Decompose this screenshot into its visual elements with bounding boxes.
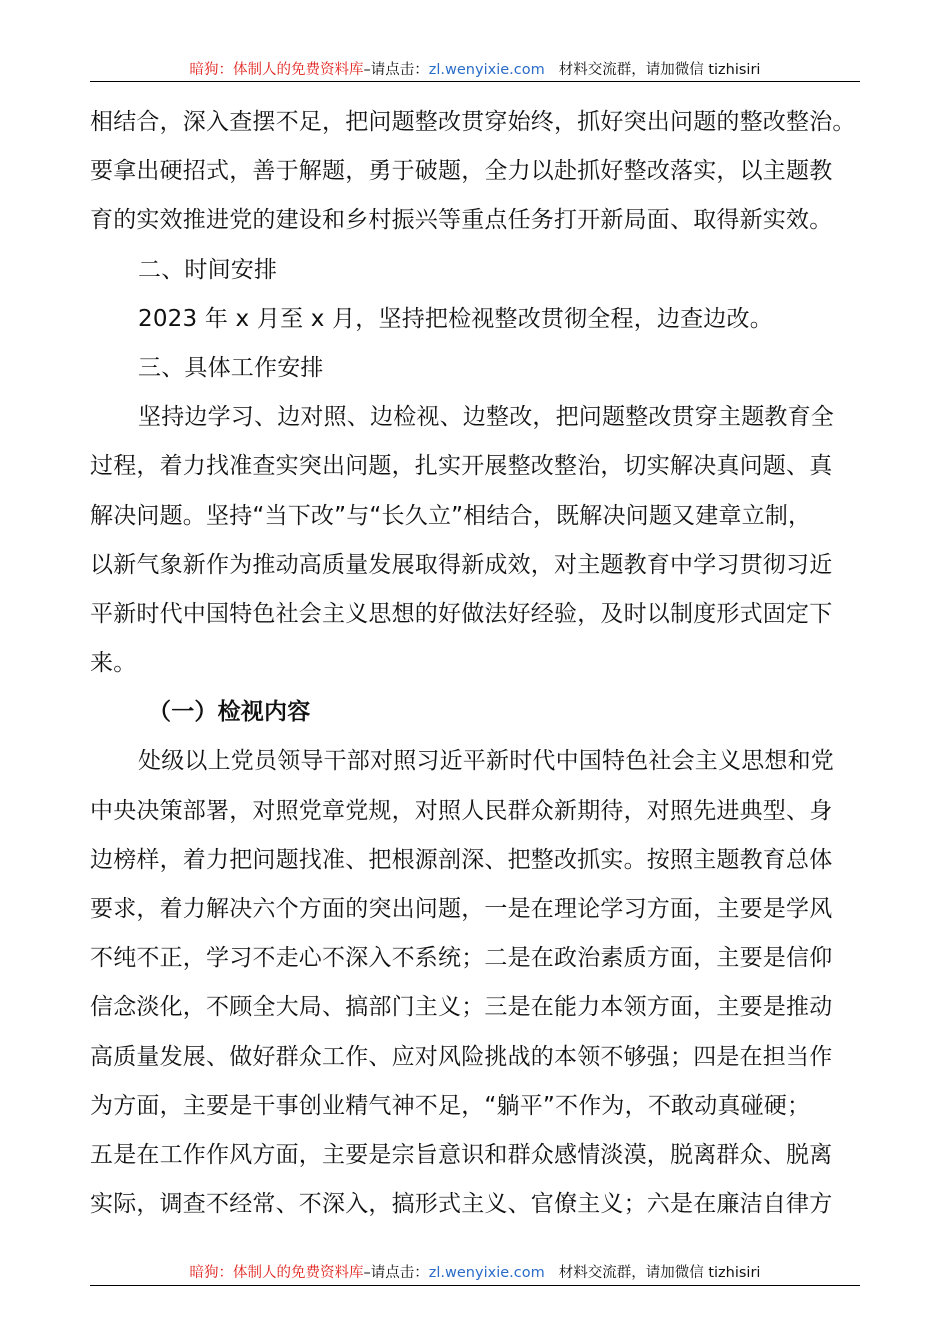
body-line: 坚持边学习、边对照、边检视、边整改，把问题整改贯穿主题教育全 xyxy=(138,404,834,431)
footer-brand: 暗狗：体制人的免费资料库 xyxy=(189,1265,364,1281)
header-click-prompt: –请点击： xyxy=(363,62,429,78)
body-line: 过程，着力找准查实突出问题，扎实开展整改整治，切实解决真问题、真 xyxy=(90,453,833,480)
body-line: 相结合，深入查摆不足，把问题整改贯穿始终，抓好突出问题的整改整治。 xyxy=(90,109,856,135)
body-line: 五是在工作作风方面，主要是宗旨意识和群众感情淡漠，脱离群众、脱离 xyxy=(90,1141,833,1168)
body-line: 实际，调查不经常、不深入，搞形式主义、官僚主义；六是在廉洁自律方 xyxy=(90,1191,833,1218)
footer-group-note: 材料交流群，请加微信 tizhisiri xyxy=(558,1265,761,1281)
header-group-note: 材料交流群，请加微信 tizhisiri xyxy=(558,62,761,78)
body-line: 信念淡化，不顾全大局、搞部门主义；三是在能力本领方面，主要是推动 xyxy=(90,994,833,1021)
header-url-link[interactable]: zl.wenyixie.com xyxy=(428,62,545,78)
body-line: 边榜样，着力把问题找准、把根源剖深、把整改抓实。按照主题教育总体 xyxy=(90,846,833,873)
body-line: 处级以上党员领导干部对照习近平新时代中国特色社会主义思想和党 xyxy=(138,748,834,775)
section-heading: 二、时间安排 xyxy=(138,256,278,283)
header-divider xyxy=(90,81,860,82)
footer-url-link[interactable]: zl.wenyixie.com xyxy=(428,1265,545,1281)
subsection-heading: （一）检视内容 xyxy=(148,699,311,726)
footer-click-prompt: –请点击： xyxy=(363,1265,429,1281)
body-line: 要拿出硬招式，善于解题，勇于破题，全力以赴抓好整改落实，以主题教 xyxy=(90,158,833,185)
body-line: 中央决策部署，对照党章党规，对照人民群众新期待，对照先进典型、身 xyxy=(90,797,833,824)
body-line: 平新时代中国特色社会主义思想的好做法好经验，及时以制度形式固定下 xyxy=(90,600,833,627)
body-line: 要求，着力解决六个方面的突出问题，一是在理论学习方面，主要是学风 xyxy=(90,896,833,922)
page-footer xyxy=(90,1258,860,1288)
header-brand: 暗狗：体制人的免费资料库 xyxy=(189,62,364,78)
body-line: 来。 xyxy=(90,650,137,677)
section-heading: 三、具体工作安排 xyxy=(138,354,324,381)
body-line: 2023 年 x 月至 x 月，坚持把检视整改贯彻全程，边查边改。 xyxy=(138,305,773,332)
body-line: 解决问题。坚持“当下改”与“长久立”相结合，既解决问题又建章立制， xyxy=(90,502,812,529)
body-line: 育的实效推进党的建设和乡村振兴等重点任务打开新局面、取得新实效。 xyxy=(90,207,833,234)
body-line: 以新气象新作为推动高质量发展取得新成效，对主题教育中学习贯彻习近 xyxy=(90,551,833,578)
body-line: 为方面，主要是干事创业精气神不足，“躺平”不作为，不敢动真碰硬； xyxy=(90,1092,811,1119)
document-body xyxy=(90,98,870,1229)
body-line: 高质量发展、做好群众工作、应对风险挑战的本领不够强；四是在担当作 xyxy=(90,1043,833,1070)
body-line: 不纯不正，学习不走心不深入不系统；二是在政治素质方面，主要是信仰 xyxy=(90,945,833,972)
